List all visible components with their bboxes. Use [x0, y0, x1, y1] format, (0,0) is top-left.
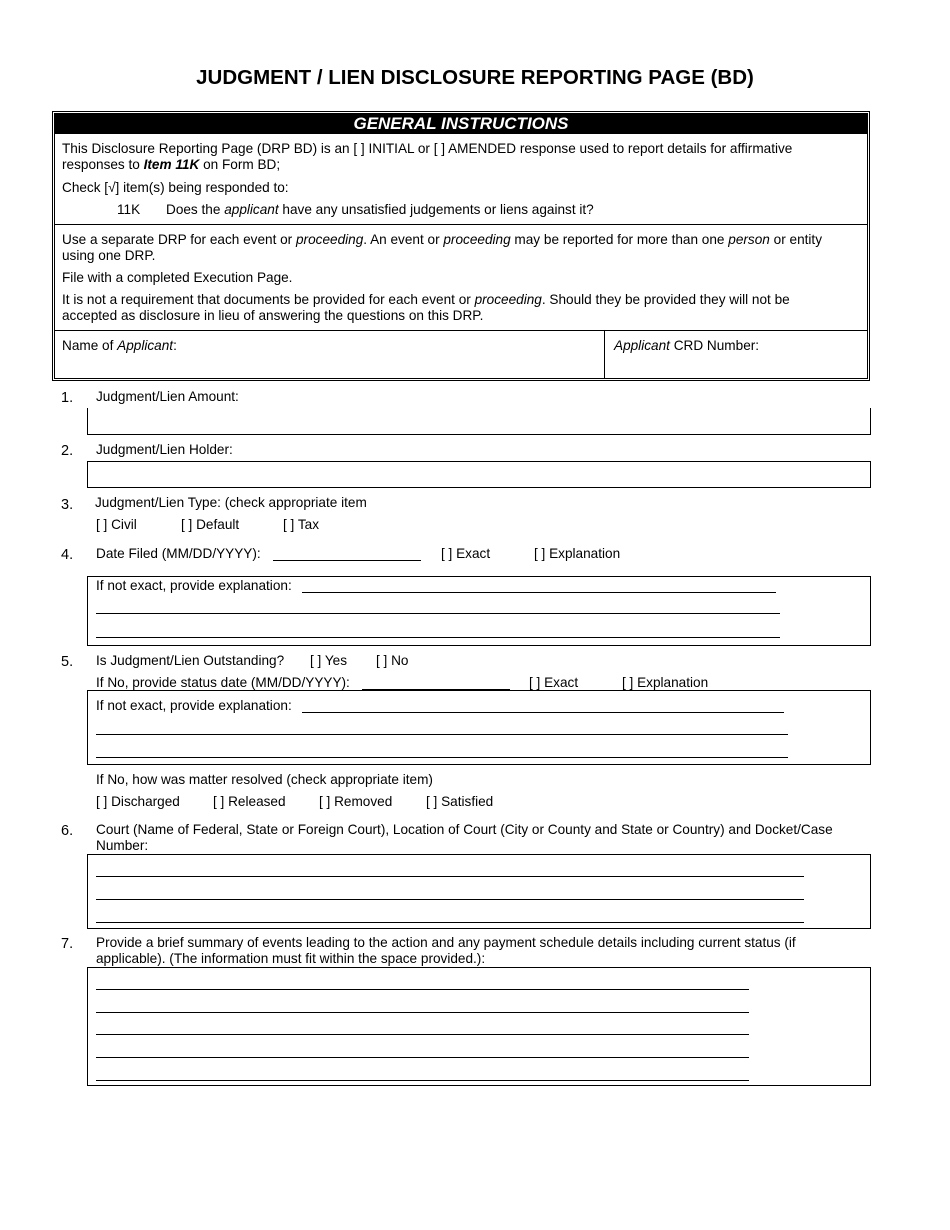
- documents-line-2: accepted as disclosure in lieu of answering the questions on this DRP.: [62, 308, 484, 323]
- item-11k-checkbox[interactable]: 11K: [117, 202, 141, 217]
- explanation-line[interactable]: [302, 700, 784, 713]
- question-number: 4.: [61, 547, 74, 563]
- q6-label-line-1: Court (Name of Federal, State or Foreign Court), Location of Court (City or County and State or Country) and Docket/Case: [96, 822, 833, 837]
- divider: [604, 330, 605, 379]
- q6-label-line-2: Number:: [96, 838, 149, 853]
- question-number: 3.: [61, 497, 74, 513]
- question-number: 6.: [61, 823, 74, 839]
- separate-drp-line-1: Use a separate DRP for each event or proceeding. An event or proceeding may be reported for more than one person or entity: [62, 232, 822, 247]
- item-11k-question: Does the applicant have any unsatisfied judgements or liens against it?: [166, 202, 594, 217]
- date-filed-exact-checkbox[interactable]: [ ] Exact: [441, 546, 491, 561]
- explanation-line[interactable]: [96, 601, 780, 614]
- explanation-line[interactable]: [96, 745, 788, 758]
- outstanding-yes-checkbox[interactable]: [ ] Yes: [310, 653, 348, 668]
- question-number: 7.: [61, 936, 74, 952]
- intro-line-2: responses to Item 11K on Form BD;: [62, 157, 281, 172]
- date-filed-input[interactable]: [273, 548, 421, 561]
- separate-drp-line-2: using one DRP.: [62, 248, 156, 263]
- applicant-crd-field[interactable]: Applicant CRD Number:: [614, 338, 760, 353]
- status-date-input[interactable]: [362, 677, 510, 690]
- type-default-checkbox[interactable]: [ ] Default: [181, 517, 240, 532]
- explanation-line[interactable]: [96, 625, 780, 638]
- item-reference: Item 11K: [143, 157, 200, 172]
- court-info-line[interactable]: [96, 864, 804, 877]
- resolved-removed-checkbox[interactable]: [ ] Removed: [319, 794, 393, 809]
- q5-label: Is Judgment/Lien Outstanding?: [96, 653, 285, 668]
- question-number: 2.: [61, 443, 74, 459]
- amended-checkbox[interactable]: [ ]: [433, 141, 446, 156]
- type-civil-checkbox[interactable]: [ ] Civil: [96, 517, 137, 532]
- q5-explain-label: If not exact, provide explanation:: [96, 698, 292, 713]
- status-date-exact-checkbox[interactable]: [ ] Exact: [529, 675, 579, 690]
- explanation-line[interactable]: [302, 580, 776, 593]
- resolved-discharged-checkbox[interactable]: [ ] Discharged: [96, 794, 180, 809]
- summary-line[interactable]: [96, 1068, 749, 1081]
- intro-line-1: This Disclosure Reporting Page (DRP BD) is an [ ] INITIAL or [ ] AMENDED response used to report details for affirmative: [62, 141, 793, 156]
- explanation-line[interactable]: [96, 722, 788, 735]
- documents-line-1: It is not a requirement that documents be provided for each event or proceeding. Should they be provided they will not be: [62, 292, 790, 307]
- judgment-amount-input[interactable]: [87, 408, 871, 435]
- q1-label: Judgment/Lien Amount:: [96, 389, 239, 404]
- q3-label: Judgment/Lien Type: (check appropriate item: [95, 495, 367, 510]
- summary-line[interactable]: [96, 1045, 749, 1058]
- type-tax-checkbox[interactable]: [ ] Tax: [283, 517, 320, 532]
- general-instructions-header: GENERAL INSTRUCTIONS: [55, 113, 867, 134]
- court-info-line[interactable]: [96, 910, 804, 923]
- summary-line[interactable]: [96, 1022, 749, 1035]
- divider: [54, 330, 868, 331]
- q5-status-label: If No, provide status date (MM/DD/YYYY):: [96, 675, 350, 690]
- applicant-name-field[interactable]: Name of Applicant:: [62, 338, 177, 353]
- initial-checkbox[interactable]: [ ]: [353, 141, 365, 156]
- divider: [54, 224, 868, 225]
- resolved-satisfied-checkbox[interactable]: [ ] Satisfied: [426, 794, 494, 809]
- status-date-explanation-checkbox[interactable]: [ ] Explanation: [622, 675, 709, 690]
- question-number: 5.: [61, 654, 74, 670]
- date-filed-explanation-checkbox[interactable]: [ ] Explanation: [534, 546, 621, 561]
- question-number: 1.: [61, 390, 74, 406]
- summary-line[interactable]: [96, 1000, 749, 1013]
- q7-label-line-2: applicable). (The information must fit within the space provided.):: [96, 951, 486, 966]
- judgment-holder-input[interactable]: [87, 461, 871, 488]
- file-with-instruction: File with a completed Execution Page.: [62, 270, 293, 285]
- outstanding-no-checkbox[interactable]: [ ] No: [376, 653, 409, 668]
- check-label: Check [√] item(s) being responded to:: [62, 180, 289, 195]
- resolved-released-checkbox[interactable]: [ ] Released: [213, 794, 286, 809]
- page-title: JUDGMENT / LIEN DISCLOSURE REPORTING PAGE (BD): [196, 66, 754, 89]
- q4-explain-label: If not exact, provide explanation:: [96, 578, 292, 593]
- q7-label-line-1: Provide a brief summary of events leading to the action and any payment schedule details including current status (if: [96, 935, 796, 950]
- court-info-line[interactable]: [96, 887, 804, 900]
- summary-line[interactable]: [96, 977, 749, 990]
- q5-resolved-label: If No, how was matter resolved (check appropriate item): [96, 772, 433, 787]
- q4-label: Date Filed (MM/DD/YYYY):: [96, 546, 261, 561]
- q2-label: Judgment/Lien Holder:: [96, 442, 233, 457]
